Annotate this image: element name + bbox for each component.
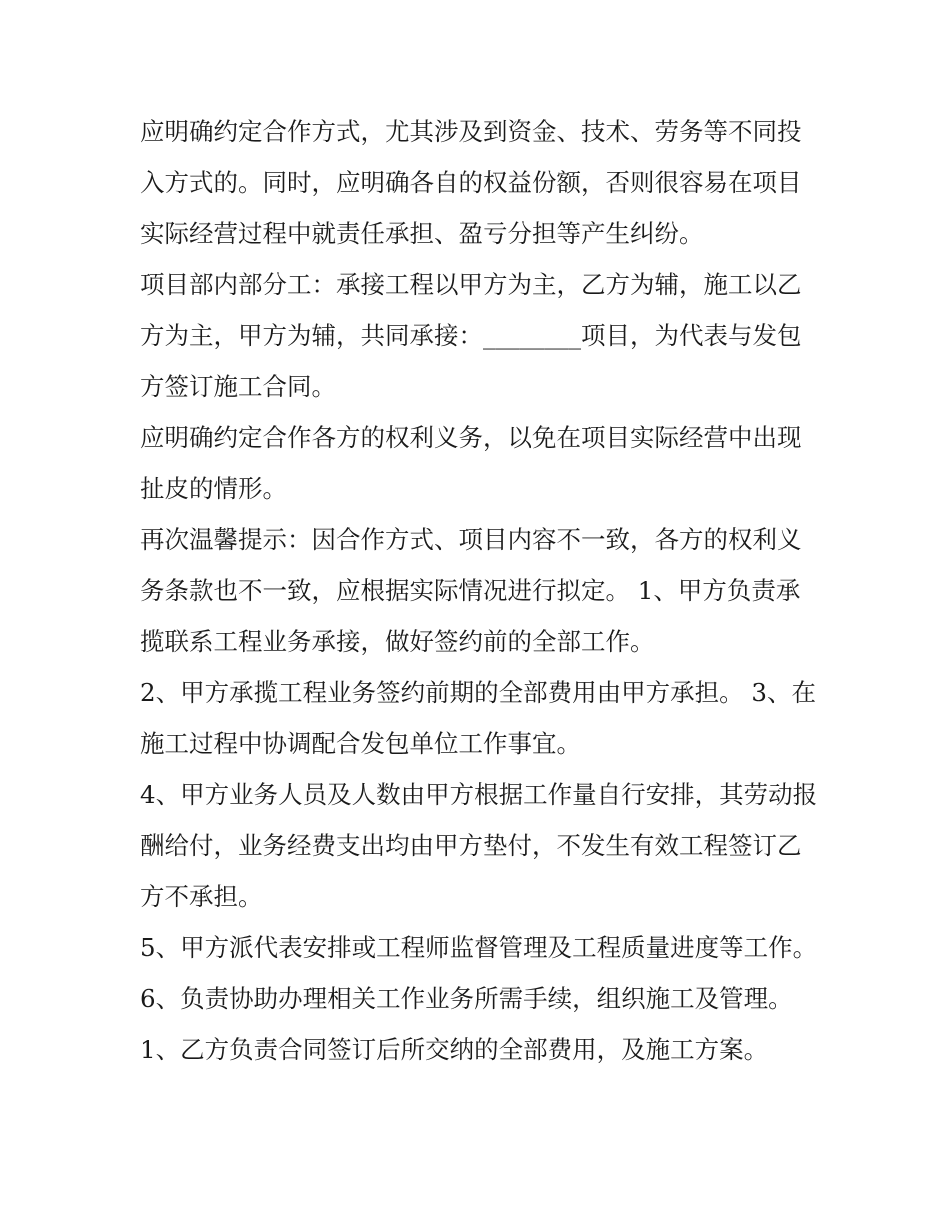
paragraph-party-a-costs: 2、甲方承揽工程业务签约前期的全部费用由甲方承担。 3、在施工过程中协调配合发包单位工作事宜。	[140, 678, 816, 758]
paragraph-reminder: 再次温馨提示：因合作方式、项目内容不一致，各方的权利义务条款也不一致，应根据实际情况进行拟定。 1、甲方负责承揽联系工程业务承接，做好签约前的全部工作。	[140, 525, 802, 656]
paragraph-party-a-staff: 4、甲方业务人员及人数由甲方根据工作量自行安排，其劳动报酬给付，业务经费支出均由甲方垫付，不发生有效工程签订乙方不承担。	[140, 780, 818, 911]
paragraph-party-b-costs: 1、乙方负责合同签订后所交纳的全部费用，及施工方案。	[140, 1035, 769, 1064]
paragraph-cooperation-method: 应明确约定合作方式，尤其涉及到资金、技术、劳务等不同投入方式的。同时，应明确各自的权益份额，否则很容易在项目实际经营过程中就责任承担、盈亏分担等产生纠纷。	[140, 117, 802, 248]
paragraph-rights-obligations: 应明确约定合作各方的权利义务，以免在项目实际经营中出现扯皮的情形。	[140, 423, 802, 503]
paragraph-division-of-work: 项目部内部分工：承接工程以甲方为主，乙方为辅，施工以乙方为主，甲方为辅，共同承接：________项目，为代表与发包方签订施工合同。	[140, 270, 802, 401]
paragraph-party-a-supervision: 5、甲方派代表安排或工程师监督管理及工程质量进度等工作。 6、负责协助办理相关工作业务所需手续，组织施工及管理。	[140, 933, 825, 1013]
document-body	[140, 106, 825, 1075]
